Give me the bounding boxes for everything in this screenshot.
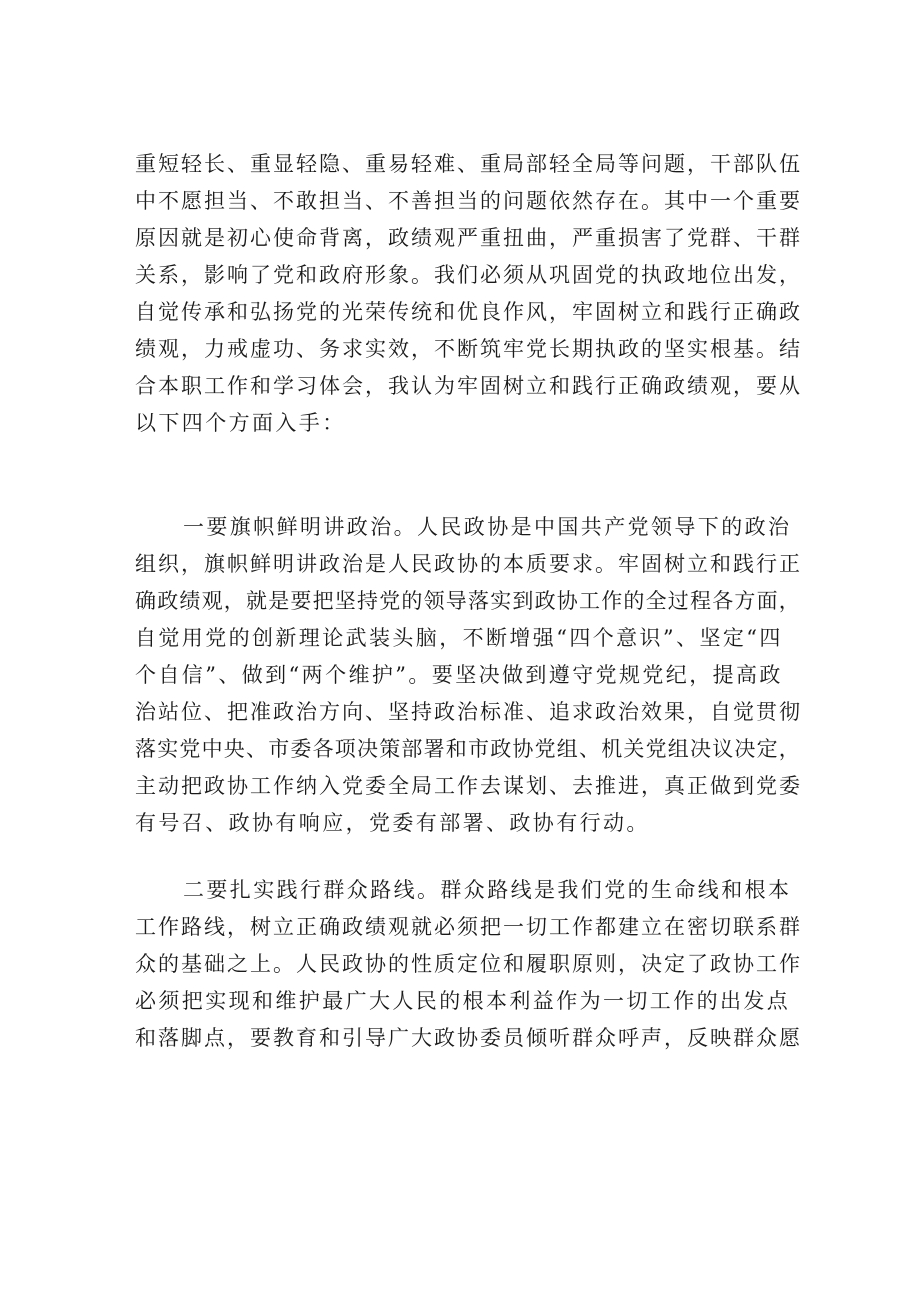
text-line: 自觉传承和弘扬党的光荣传统和优良作风，牢固树立和践行正确政 [135, 300, 802, 324]
text-line: 自觉用党的创新理论武装头脑，不断增强“四个意识”、坚定“四 [135, 626, 783, 650]
text-line: 绩观，力戒虚功、务求实效，不断筑牢党长期执政的坚实根基。结 [135, 337, 802, 361]
text-line: 众的基础之上。人民政协的性质定位和履职原则，决定了政协工作 [135, 952, 802, 976]
text-line: 工作路线，树立正确政绩观就必须把一切工作都建立在密切联系群 [135, 915, 802, 939]
paragraph-continuation [135, 146, 805, 442]
text-line: 二要扎实践行群众路线。群众路线是我们党的生命线和根本 [183, 878, 792, 902]
text-line: 原因就是初心使命背离，政绩观严重扭曲，严重损害了党群、干群 [135, 226, 802, 250]
text-line: 以下四个方面入手： [135, 411, 346, 435]
text-line: 一要旗帜鲜明讲政治。人民政协是中国共产党领导下的政治 [183, 515, 792, 539]
text-line: 组织，旗帜鲜明讲政治是人民政协的本质要求。牢固树立和践行正 [135, 552, 802, 576]
text-line: 落实党中央、市委各项决策部署和市政协党组、机关党组决议决定， [135, 737, 801, 761]
text-line: 有号召、政协有响应，党委有部署、政协有行动。 [135, 811, 650, 835]
text-line: 治站位、把准政治方向、坚持政治标准、追求政治效果，自觉贯彻 [135, 700, 802, 724]
text-line: 个自信”、做到“两个维护”。要坚决做到遵守党规党纪，提高政 [135, 663, 783, 687]
paragraph-mass-line [135, 872, 805, 1057]
text-line: 重短轻长、重显轻隐、重易轻难、重局部轻全局等问题，干部队伍 [135, 152, 802, 176]
text-line: 确政绩观，就是要把坚持党的领导落实到政协工作的全过程各方面， [135, 589, 801, 613]
text-line: 必须把实现和维护最广大人民的根本利益作为一切工作的出发点 [135, 989, 791, 1013]
text-line: 合本职工作和学习体会，我认为牢固树立和践行正确政绩观，要从 [135, 374, 802, 398]
text-line: 关系，影响了党和政府形象。我们必须从巩固党的执政地位出发， [135, 263, 802, 287]
text-line: 中不愿担当、不敢担当、不善担当的问题依然存在。其中一个重要 [135, 189, 802, 213]
paragraph-politics [135, 509, 805, 842]
text-line: 主动把政协工作纳入党委全局工作去谋划、去推进，真正做到党委 [135, 774, 802, 798]
text-line: 和落脚点，要教育和引导广大政协委员倾听群众呼声，反映群众愿 [135, 1026, 802, 1050]
